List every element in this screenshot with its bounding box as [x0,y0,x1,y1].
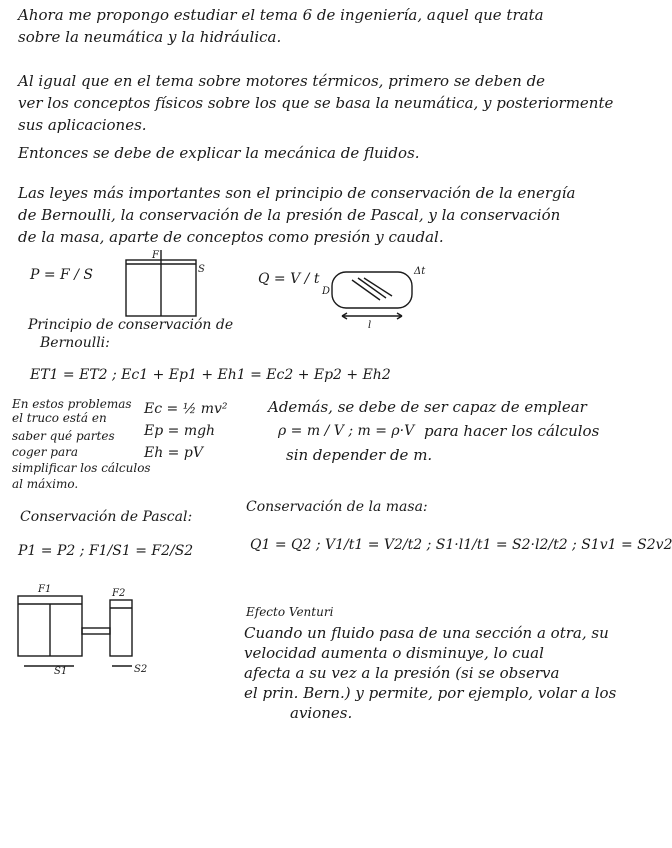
press-s1-label: S1 [54,666,68,677]
press-f1-label: F1 [38,584,52,595]
right-note-2: para hacer los cálculos [424,422,600,440]
caudal-dt-label: Δt [414,266,426,277]
venturi-line-2: velocidad aumenta o disminuye, lo cual [244,644,544,662]
caudal-diagram [322,262,442,332]
venturi-heading: Efecto Venturi [246,605,334,619]
pascal-equation: P1 = P2 ; F1/S1 = F2/S2 [18,543,194,559]
second-line-2: ver los conceptos físicos sobre los que se basa la neumática, y posteriormente [18,94,614,112]
left-note-6: al máximo. [12,477,79,491]
right-note-1: Además, se debe de ser capaz de emplear [268,398,587,416]
intro-line-2: sobre la neumática y la hidráulica. [18,28,282,46]
venturi-line-4: el prin. Bern.) y permite, por ejemplo, volar a los [244,684,617,702]
density-formula: ρ = m / V ; m = ρ·V [278,423,415,439]
intro-line-1: Ahora me propongo estudiar el tema 6 de ingeniería, aquel que trata [18,6,544,24]
pressure-diagram [120,250,210,320]
pressure-surface-label: S [198,264,205,275]
hydraulic-press-diagram [14,582,148,677]
left-note-1: En estos problemas [12,397,132,411]
caudal-pipe [332,272,412,308]
eh-formula: Eh = pV [144,445,203,461]
caudal-length-label: l [368,320,372,331]
venturi-line-5: aviones. [290,704,353,722]
left-note-5: simplificar los cálculos [12,461,151,475]
left-note-4: coger para [12,445,79,459]
second-line-3: sus aplicaciones. [18,116,147,134]
ep-formula: Ep = mgh [144,423,216,439]
caudal-fluid [352,278,392,300]
venturi-line-3: afecta a su vez a la presión (si se observa [244,664,560,682]
pressure-formula: P = F / S [30,267,93,283]
press-connecting-pipe [82,628,110,634]
left-note-3: saber qué partes [12,429,115,443]
laws-line-1: Las leyes más importantes son el principio de conservación de la energía [18,184,576,202]
press-s2-label: S2 [134,664,148,675]
third-line-1: Entonces se debe de explicar la mecánica de fluidos. [18,144,420,162]
press-f2-label: F2 [112,588,126,599]
laws-line-3: de la masa, aparte de conceptos como presión y caudal. [18,228,444,246]
right-note-3: sin depender de m. [286,446,433,464]
mass-heading: Conservación de la masa: [246,499,428,515]
caudal-d-label: D [322,286,331,297]
venturi-line-1: Cuando un fluido pasa de una sección a otra, su [244,624,609,642]
caudal-formula: Q = V / t [258,271,320,287]
pressure-force-label: F [152,250,159,261]
left-note-2: el truco está en [12,411,107,425]
ec-formula: Ec = ½ mv² [144,401,228,417]
bernoulli-equation: ET1 = ET2 ; Ec1 + Ep1 + Eh1 = Ec2 + Ep2 + Eh2 [30,367,391,383]
pascal-heading: Conservación de Pascal: [20,509,193,525]
bernoulli-heading-2: Bernoulli: [40,335,110,351]
bernoulli-heading-1: Principio de conservación de [28,317,234,333]
laws-line-2: de Bernoulli, la conservación de la presión de Pascal, y la conservación [18,206,561,224]
mass-equation: Q1 = Q2 ; V1/t1 = V2/t2 ; S1·l1/t1 = S2·l2/t2 ; S1v1 = S2v2 [250,537,672,553]
second-line-1: Al igual que en el tema sobre motores térmicos, primero se deben de [18,72,546,90]
